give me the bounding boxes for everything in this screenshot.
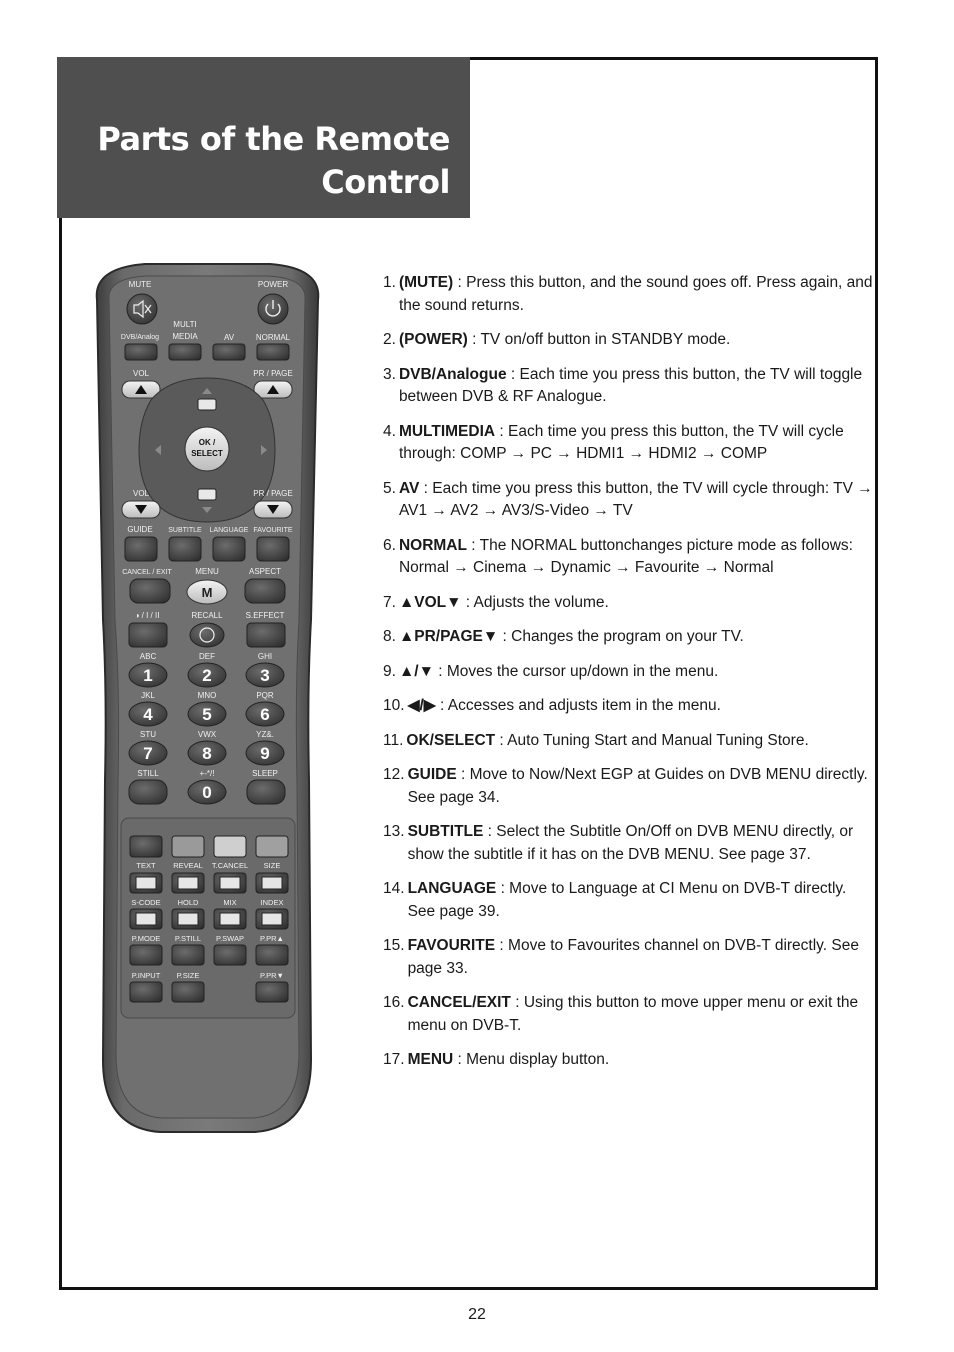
favourite-button[interactable] bbox=[257, 537, 289, 561]
green-button[interactable] bbox=[172, 836, 204, 857]
psize-button[interactable] bbox=[172, 982, 204, 1002]
pmode-button[interactable] bbox=[130, 945, 162, 965]
item-number: 4. bbox=[383, 422, 396, 440]
list-item bbox=[383, 661, 873, 684]
mix-icon bbox=[220, 913, 240, 925]
item-body bbox=[399, 421, 873, 466]
label-jkl: JKL bbox=[141, 691, 155, 700]
item-body bbox=[399, 535, 873, 580]
digit-label: 7 bbox=[143, 744, 153, 763]
item-body bbox=[399, 329, 873, 352]
blue-button[interactable] bbox=[256, 836, 288, 857]
label-stu: STU bbox=[140, 730, 156, 739]
pswap-button[interactable] bbox=[214, 945, 246, 965]
seffect-button[interactable] bbox=[247, 623, 285, 647]
label-pmode: P.MODE bbox=[131, 934, 161, 943]
item-number: 13. bbox=[383, 823, 405, 840]
label-size: SIZE bbox=[263, 861, 281, 870]
page-number: 22 bbox=[468, 1306, 486, 1323]
item-body bbox=[399, 592, 873, 615]
item-number: 2. bbox=[383, 331, 396, 348]
item-number: 5. bbox=[383, 479, 396, 497]
item-number: 10. bbox=[383, 697, 405, 714]
item-body bbox=[399, 478, 873, 523]
item-description: : Move to Now/Next EGP at Guides on DVB MENU directly. See page 34. bbox=[407, 766, 868, 806]
label-vol-down: VOL bbox=[132, 489, 150, 498]
pstill-button[interactable] bbox=[172, 945, 204, 965]
digit-label: 9 bbox=[260, 744, 270, 763]
item-description: : Accesses and adjusts item in the menu. bbox=[435, 697, 721, 714]
digit-label: 3 bbox=[260, 666, 270, 685]
item-description: : Changes the program on your TV. bbox=[498, 628, 744, 645]
label-menu: MENU bbox=[195, 567, 219, 576]
item-body bbox=[406, 730, 873, 753]
item-key: (POWER) bbox=[398, 331, 468, 348]
label-pqr: PQR bbox=[256, 691, 274, 700]
label-subtitle: SUBTITLE bbox=[168, 527, 202, 534]
normal-button[interactable] bbox=[257, 344, 289, 360]
item-key: SUBTITLE bbox=[407, 823, 484, 840]
remote-control-illustration bbox=[85, 260, 330, 1140]
digit-label: 1 bbox=[143, 666, 153, 685]
item-body bbox=[408, 821, 873, 866]
menu-key-label: M bbox=[201, 585, 213, 600]
item-number: 1. bbox=[383, 274, 396, 291]
text-icon bbox=[136, 877, 156, 889]
label-tcancel: T.CANCEL bbox=[211, 861, 249, 870]
item-key: DVB/Analogue bbox=[398, 365, 507, 383]
list-item bbox=[383, 730, 873, 753]
list-item bbox=[383, 364, 873, 409]
item-key: CANCEL/EXIT bbox=[407, 994, 511, 1011]
label-language: LANGUAGE bbox=[209, 527, 249, 534]
item-body bbox=[399, 364, 873, 409]
item-description: : Press this button, and the sound goes off. Press again, and the sound returns. bbox=[398, 274, 873, 314]
list-item bbox=[383, 272, 873, 317]
label-symbols: +-*/! bbox=[199, 769, 215, 778]
label-index: INDEX bbox=[260, 898, 284, 907]
sound-mode-button[interactable] bbox=[129, 623, 167, 647]
list-item bbox=[383, 592, 873, 615]
label-multi: MULTI bbox=[173, 320, 197, 329]
tcancel-icon bbox=[220, 877, 240, 889]
list-item bbox=[383, 935, 873, 980]
item-description: : Each time you press this button, the TV will cycle through: COMP → PC → HDMI1 → HDMI2 → COMP bbox=[398, 422, 844, 462]
label-def: DEF bbox=[199, 652, 215, 661]
label-cancel: CANCEL / EXIT bbox=[122, 569, 172, 576]
list-item bbox=[383, 764, 873, 809]
item-key: FAVOURITE bbox=[407, 937, 496, 954]
item-number: 9. bbox=[383, 662, 396, 680]
item-body bbox=[399, 626, 873, 649]
ppr-up-button[interactable] bbox=[256, 945, 288, 965]
digit-label: 5 bbox=[202, 705, 212, 724]
item-body bbox=[399, 661, 873, 684]
digit-label: 6 bbox=[260, 705, 270, 724]
list-item bbox=[383, 329, 873, 352]
item-number: 14. bbox=[383, 880, 405, 897]
item-body bbox=[408, 878, 873, 923]
label-text: TEXT bbox=[136, 861, 156, 870]
label-psize: P.SIZE bbox=[176, 971, 200, 980]
item-number: 16. bbox=[383, 994, 405, 1011]
dvb-analog-button[interactable] bbox=[125, 344, 157, 360]
page-down-icon bbox=[198, 489, 216, 500]
label-abc: ABC bbox=[139, 652, 157, 661]
label-scode: S-CODE bbox=[131, 898, 161, 907]
label-mno: MNO bbox=[197, 691, 217, 700]
item-description: : Each time you press this button, the TV will toggle between DVB & RF Analogue. bbox=[398, 365, 863, 405]
mute-button[interactable] bbox=[127, 294, 157, 324]
label-mix: MIX bbox=[223, 898, 237, 907]
label-power: POWER bbox=[257, 280, 289, 289]
item-body bbox=[408, 992, 873, 1037]
label-ok: OK / bbox=[198, 438, 216, 447]
yellow-button[interactable] bbox=[214, 836, 246, 857]
item-number: 12. bbox=[383, 766, 405, 783]
subtitle-button[interactable] bbox=[169, 537, 201, 561]
item-description: : Each time you press this button, the TV will cycle through: TV → AV1 → AV2 → AV3/S-Video → TV bbox=[398, 479, 873, 519]
label-pr-up: PR / PAGE bbox=[253, 369, 293, 378]
scode-icon bbox=[136, 913, 156, 925]
item-key: GUIDE bbox=[407, 766, 457, 783]
item-number: 3. bbox=[383, 365, 396, 383]
label-vol-up: VOL bbox=[132, 369, 150, 378]
multimedia-button[interactable] bbox=[169, 344, 201, 360]
label-media: MEDIA bbox=[172, 332, 198, 341]
item-description: : The NORMAL buttonchanges picture mode as follows: Normal → Cinema → Dynamic → Favourite → Normal bbox=[398, 536, 853, 576]
red-button[interactable] bbox=[130, 836, 162, 857]
item-description: : Using this button to move upper menu or exit the menu on DVB-T. bbox=[407, 994, 859, 1034]
item-number: 7. bbox=[383, 593, 396, 611]
recall-button[interactable] bbox=[190, 623, 224, 647]
label-yz: YZ&. bbox=[256, 730, 274, 739]
page-title bbox=[57, 118, 450, 204]
label-vwx: VWX bbox=[197, 730, 217, 739]
item-key: AV bbox=[398, 479, 420, 497]
index-icon bbox=[262, 913, 282, 925]
sleep-button[interactable] bbox=[247, 780, 285, 804]
list-item bbox=[383, 992, 873, 1037]
list-item bbox=[383, 695, 873, 718]
item-key: MULTIMEDIA bbox=[398, 422, 496, 440]
label-av: AV bbox=[223, 333, 235, 342]
item-number: 15. bbox=[383, 937, 405, 954]
label-ppr-down: P.PR▼ bbox=[260, 971, 284, 980]
ppr-down-button[interactable] bbox=[256, 982, 288, 1002]
label-dvb: DVB/Analog bbox=[120, 334, 160, 341]
digit-label: 4 bbox=[143, 705, 153, 724]
item-body bbox=[408, 1049, 873, 1072]
still-button[interactable] bbox=[129, 780, 167, 804]
list-item bbox=[383, 421, 873, 466]
remote-parts-list bbox=[383, 272, 873, 1072]
label-aspect: ASPECT bbox=[248, 567, 282, 576]
label-hold: HOLD bbox=[177, 898, 199, 907]
page-up-icon bbox=[198, 399, 216, 410]
item-key: NORMAL bbox=[398, 536, 467, 554]
language-button[interactable] bbox=[213, 537, 245, 561]
item-description: : Auto Tuning Start and Manual Tuning Store. bbox=[495, 731, 809, 749]
item-description: : Move to Favourites channel on DVB-T directly. See page 33. bbox=[407, 937, 859, 977]
item-key: ▲VOL▼ bbox=[398, 593, 462, 611]
digit-label: 8 bbox=[202, 744, 212, 763]
item-body bbox=[399, 272, 873, 317]
label-ppr-up: P.PR▲ bbox=[260, 934, 284, 943]
item-description: : Move to Language at CI Menu on DVB-T directly. See page 39. bbox=[407, 880, 847, 920]
label-normal: NORMAL bbox=[255, 333, 291, 342]
list-item bbox=[383, 821, 873, 866]
item-description: : Menu display button. bbox=[453, 1051, 610, 1068]
label-pr-down: PR / PAGE bbox=[253, 489, 293, 498]
label-pstill: P.STILL bbox=[174, 934, 202, 943]
hold-icon bbox=[178, 913, 198, 925]
list-item bbox=[383, 535, 873, 580]
item-key: OK/SELECT bbox=[406, 731, 496, 749]
label-pinput: P.INPUT bbox=[131, 971, 161, 980]
item-key: ▲PR/PAGE▼ bbox=[398, 628, 499, 645]
label-pswap: P.SWAP bbox=[216, 934, 244, 943]
item-description: : Adjusts the volume. bbox=[461, 593, 609, 611]
list-item bbox=[383, 626, 873, 649]
item-number: 8. bbox=[383, 628, 396, 645]
page-title-text: Parts of the Remote Control bbox=[97, 120, 450, 201]
label-select: SELECT bbox=[191, 449, 223, 458]
digit-label: 2 bbox=[202, 666, 212, 685]
list-item bbox=[383, 1049, 873, 1072]
label-sleep: SLEEP bbox=[252, 769, 278, 778]
label-recall: RECALL bbox=[191, 611, 223, 620]
cancel-exit-button[interactable] bbox=[130, 579, 170, 603]
digit-label: 0 bbox=[202, 783, 212, 802]
item-number: 6. bbox=[383, 536, 396, 554]
av-button[interactable] bbox=[213, 344, 245, 360]
label-favourite: FAVOURITE bbox=[253, 527, 293, 534]
item-description: : Moves the cursor up/down in the menu. bbox=[433, 662, 719, 680]
guide-button[interactable] bbox=[125, 537, 157, 561]
size-icon bbox=[262, 877, 282, 889]
item-key: ▲/▼ bbox=[398, 662, 434, 680]
label-reveal: REVEAL bbox=[173, 861, 203, 870]
item-body bbox=[408, 935, 873, 980]
item-description: : TV on/off button in STANDBY mode. bbox=[467, 331, 731, 348]
label-seffect: S.EFFECT bbox=[245, 611, 285, 620]
item-number: 17. bbox=[383, 1051, 405, 1068]
label-ghi: GHI bbox=[257, 652, 273, 661]
item-key: ◀/▶ bbox=[407, 697, 436, 714]
item-key: LANGUAGE bbox=[407, 880, 497, 897]
reveal-icon bbox=[178, 877, 198, 889]
label-mute: MUTE bbox=[128, 280, 152, 289]
item-key: (MUTE) bbox=[398, 274, 454, 291]
label-guide: GUIDE bbox=[127, 525, 153, 534]
aspect-button[interactable] bbox=[245, 579, 285, 603]
label-sound-mode-icon: ◑ / I / II bbox=[134, 611, 160, 620]
item-body bbox=[408, 764, 873, 809]
item-number: 11. bbox=[383, 731, 404, 749]
list-item bbox=[383, 878, 873, 923]
item-description: : Select the Subtitle On/Off on DVB MENU directly, or show the subtitle if it has on the DVB MENU. See page 37. bbox=[407, 823, 854, 863]
item-body bbox=[408, 695, 873, 718]
label-still: STILL bbox=[137, 769, 159, 778]
list-item bbox=[383, 478, 873, 523]
pinput-button[interactable] bbox=[130, 982, 162, 1002]
title-box bbox=[57, 57, 470, 218]
item-key: MENU bbox=[407, 1051, 454, 1068]
